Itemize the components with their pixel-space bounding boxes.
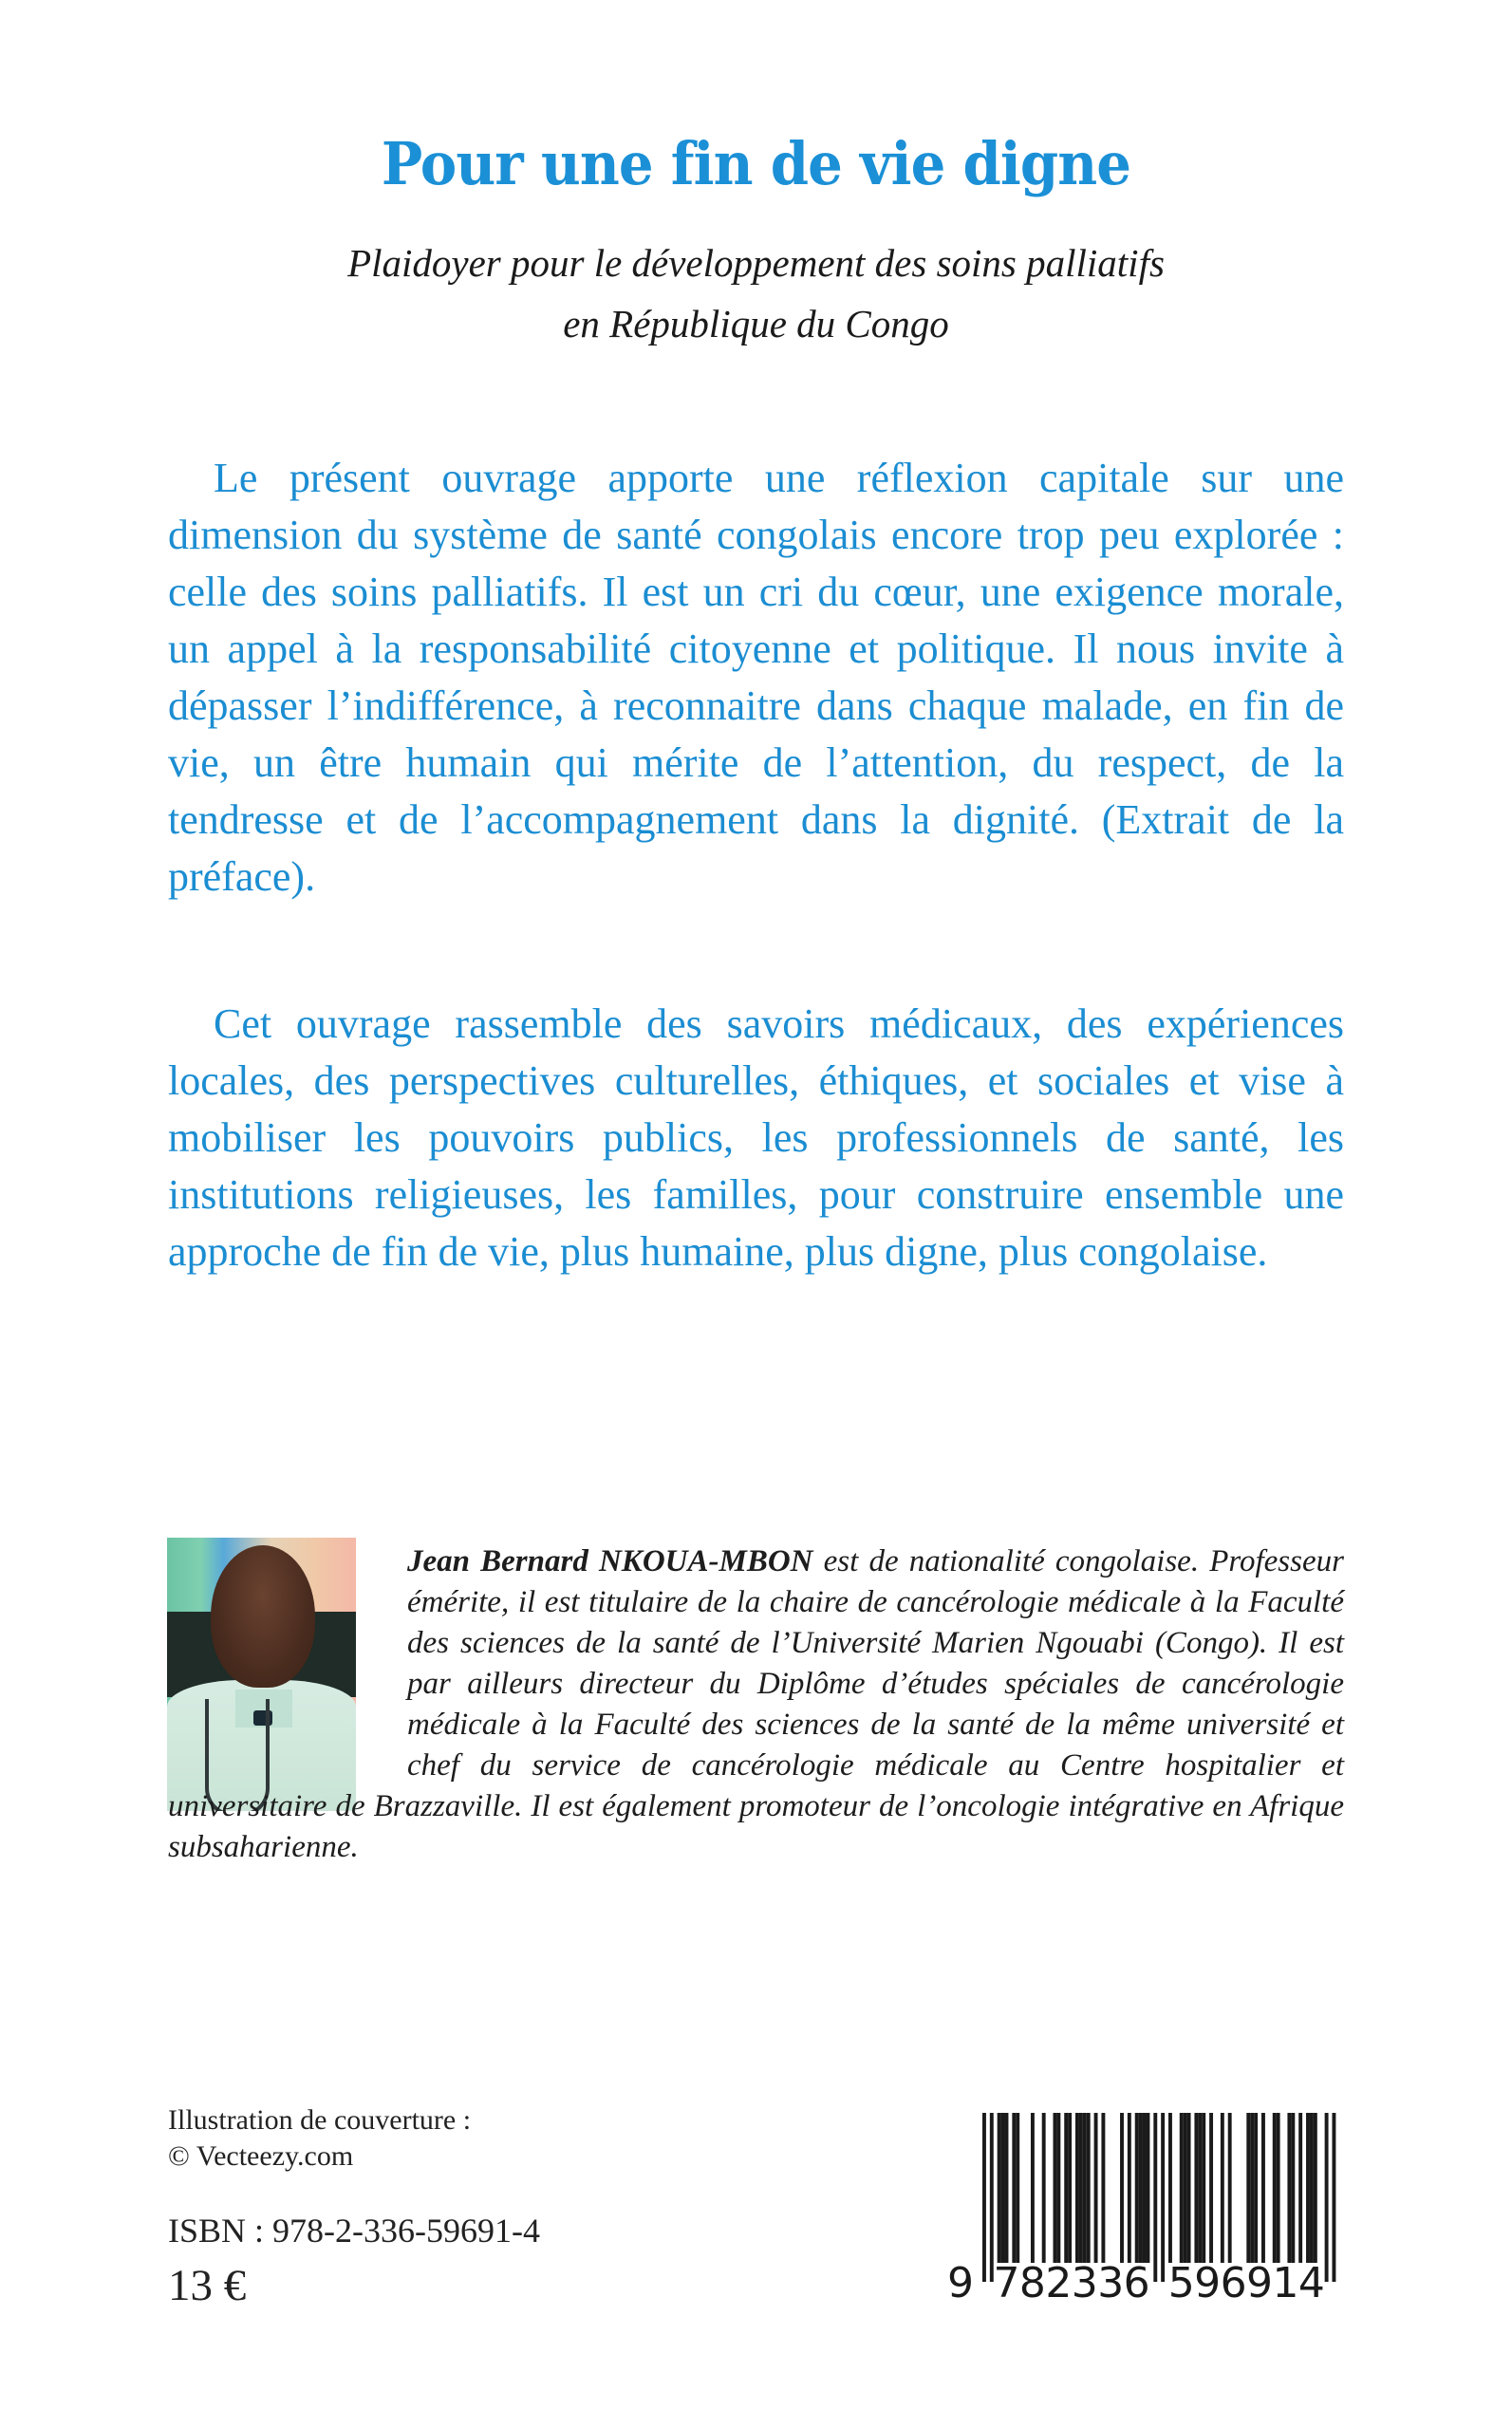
svg-text:9: 9 (1194, 2259, 1222, 2307)
illustration-label: Illustration de couverture : (168, 2104, 472, 2136)
svg-text:4: 4 (1297, 2259, 1325, 2307)
svg-text:8: 8 (1018, 2259, 1046, 2307)
price: 13 € (168, 2261, 247, 2310)
svg-text:9: 9 (1246, 2259, 1274, 2307)
photo-spacer (168, 1541, 407, 1786)
subtitle-line-1: Plaidoyer pour le développement des soins palliatifs (347, 241, 1165, 285)
cover-credits (168, 2102, 471, 2175)
blurb-paragraph-1: Le présent ouvrage apporte une réflexion capitale sur une dimension du système de santé congolais encore trop peu explorée : celle des soins palliatifs. Il est un cri du cœur, une exigence morale, un appel à la responsabilité citoyenne et politique. Il nous invite à dépasser l’indifférence, à reconnaitre dans chaque malade, en fin de vie, un être humain qui mérite de l’attention, du respect, de la tendresse et de l’accompagnement dans la dignité. (Extrait de la préface). (168, 455, 1344, 900)
svg-text:5: 5 (1167, 2259, 1195, 2307)
svg-text:6: 6 (1220, 2259, 1247, 2307)
subtitle-line-2: en République du Congo (563, 302, 949, 345)
svg-text:3: 3 (1071, 2259, 1098, 2307)
svg-text:9: 9 (947, 2259, 974, 2307)
isbn-barcode (940, 2109, 1348, 2308)
svg-text:7: 7 (993, 2259, 1020, 2307)
illustration-source: © Vecteezy.com (168, 2140, 354, 2172)
author-name: Jean Bernard NKOUA-MBON (407, 1544, 813, 1578)
svg-text:2: 2 (1045, 2259, 1073, 2307)
svg-text:3: 3 (1097, 2259, 1125, 2307)
isbn-text: ISBN : 978-2-336-59691-4 (168, 2212, 540, 2250)
book-subtitle (0, 233, 1512, 354)
author-bio (168, 1541, 1344, 1868)
svg-text:1: 1 (1272, 2259, 1299, 2307)
blurb-paragraph-2: Cet ouvrage rassemble des savoirs médicaux, des expériences locales, des perspectives culturelles, éthiques, et sociales et vise à mobiliser les pouvoirs publics, les professionnels de santé, les institutions religieuses, les familles, pour construire ensemble une approche de fin de vie, plus humaine, plus digne, plus congolaise. (168, 1000, 1344, 1275)
author-bio-text: est de nationalité congolaise. Professeur émérite, il est titulaire de la chaire de cancérologie médicale à la Faculté des sciences de la santé de l’Université Marien Ngouabi (Congo). Il est par ailleurs directeur du Diplôme d’études spéciales de cancérologie médicale à la Faculté des sciences de la santé de la même université et chef du service de cancérologie médicale au Centre hospitalier et universitaire de Brazzaville. Il est également promoteur de l’oncologie intégrative en Afrique subsaharienne. (168, 1544, 1344, 1864)
svg-text:6: 6 (1123, 2259, 1150, 2307)
book-title: Pour une fin de vie digne (381, 129, 1131, 198)
